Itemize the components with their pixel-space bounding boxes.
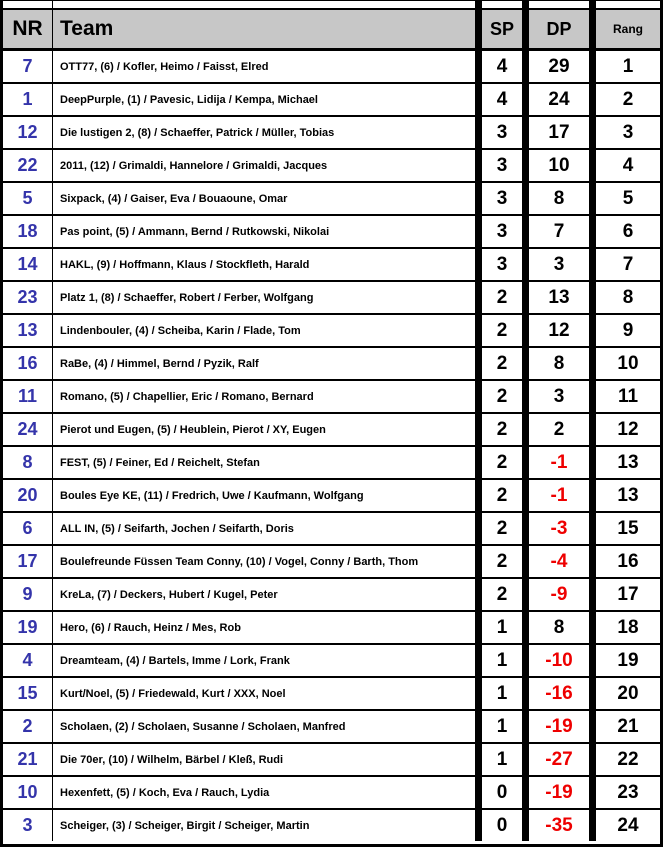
team-number-cell: 7 — [3, 51, 53, 82]
team-name-cell: 2011, (12) / Grimaldi, Hannelore / Grimaldi, Jacques — [53, 150, 482, 181]
dp-value-cell: 3 — [529, 381, 596, 412]
team-number-cell: 21 — [3, 744, 53, 775]
team-number-cell: 11 — [3, 381, 53, 412]
team-name-cell: Pierot und Eugen, (5) / Heublein, Pierot / XY, Eugen — [53, 414, 482, 445]
team-name-cell: KreLa, (7) / Deckers, Hubert / Kugel, Peter — [53, 579, 482, 610]
sp-value-cell: 2 — [482, 348, 529, 379]
table-row — [3, 216, 660, 249]
table-row — [3, 348, 660, 381]
table-body — [3, 51, 660, 841]
table-row — [3, 810, 660, 841]
team-name-cell: Die lustigen 2, (8) / Schaeffer, Patrick / Müller, Tobias — [53, 117, 482, 148]
dp-value-cell: -19 — [529, 711, 596, 742]
team-number-cell: 10 — [3, 777, 53, 808]
dp-value-cell: 13 — [529, 282, 596, 313]
team-name-cell: Romano, (5) / Chapellier, Eric / Romano, Bernard — [53, 381, 482, 412]
rang-value-cell: 11 — [617, 385, 639, 407]
sp-value-cell: 2 — [482, 546, 529, 577]
dp-value-cell: -1 — [529, 447, 596, 478]
sp-value-cell: 2 — [482, 282, 529, 313]
top-strip-rang — [596, 1, 660, 8]
table-row — [3, 513, 660, 546]
top-strip-dp — [529, 1, 596, 8]
sp-value-cell: 2 — [482, 579, 529, 610]
dp-value-cell: -9 — [529, 579, 596, 610]
team-number-cell: 12 — [3, 117, 53, 148]
table-row — [3, 315, 660, 348]
dp-value-cell: 24 — [529, 84, 596, 115]
table-row — [3, 480, 660, 513]
column-header-team: Team — [53, 10, 482, 48]
table-row — [3, 546, 660, 579]
dp-value-cell: -16 — [529, 678, 596, 709]
sp-value-cell: 4 — [482, 51, 529, 82]
sp-value-cell: 2 — [482, 480, 529, 511]
team-number-cell: 19 — [3, 612, 53, 643]
sp-value-cell: 0 — [482, 810, 529, 841]
team-name-cell: Platz 1, (8) / Schaeffer, Robert / Ferber, Wolfgang — [53, 282, 482, 313]
team-name-cell: Dreamteam, (4) / Bartels, Imme / Lork, Frank — [53, 645, 482, 676]
dp-value-cell: -35 — [529, 810, 596, 841]
sp-value-cell: 3 — [482, 216, 529, 247]
sp-value-cell: 3 — [482, 117, 529, 148]
table-row — [3, 249, 660, 282]
top-strip-sp — [482, 1, 529, 8]
table-row — [3, 612, 660, 645]
team-name-cell: OTT77, (6) / Kofler, Heimo / Faisst, Elred — [53, 51, 482, 82]
team-name-cell: Kurt/Noel, (5) / Friedewald, Kurt / XXX, Noel — [53, 678, 482, 709]
team-number-cell: 4 — [3, 645, 53, 676]
sp-value-cell: 3 — [482, 249, 529, 280]
rang-value-cell: 5 — [622, 187, 634, 209]
dp-value-cell: -27 — [529, 744, 596, 775]
dp-value-cell: 29 — [529, 51, 596, 82]
team-name-cell: Boulefreunde Füssen Team Conny, (10) / Vogel, Conny / Barth, Thom — [53, 546, 482, 577]
team-number-cell: 15 — [3, 678, 53, 709]
team-name-cell: Hexenfett, (5) / Koch, Eva / Rauch, Lydia — [53, 777, 482, 808]
table-row — [3, 579, 660, 612]
sp-value-cell: 2 — [482, 315, 529, 346]
team-number-cell: 22 — [3, 150, 53, 181]
sp-value-cell: 4 — [482, 84, 529, 115]
dp-value-cell: 2 — [529, 414, 596, 445]
team-number-cell: 17 — [3, 546, 53, 577]
team-name-cell: DeepPurple, (1) / Pavesic, Lidija / Kempa, Michael — [53, 84, 482, 115]
dp-value-cell: -19 — [529, 777, 596, 808]
sp-value-cell: 0 — [482, 777, 529, 808]
team-name-cell: RaBe, (4) / Himmel, Bernd / Pyzik, Ralf — [53, 348, 482, 379]
team-number-cell: 18 — [3, 216, 53, 247]
rang-value-cell: 19 — [617, 649, 639, 671]
rang-value-cell: 13 — [617, 451, 639, 473]
table-top-strip — [3, 1, 660, 8]
table-row — [3, 84, 660, 117]
rang-value-cell: 3 — [622, 121, 634, 143]
rang-value-cell: 16 — [617, 550, 639, 572]
rang-value-cell: 9 — [622, 319, 634, 341]
table-row — [3, 381, 660, 414]
table-row — [3, 117, 660, 150]
dp-value-cell: -10 — [529, 645, 596, 676]
dp-value-cell: 8 — [529, 612, 596, 643]
dp-value-cell: 12 — [529, 315, 596, 346]
team-name-cell: Die 70er, (10) / Wilhelm, Bärbel / Kleß, Rudi — [53, 744, 482, 775]
table-row — [3, 150, 660, 183]
dp-value-cell: 7 — [529, 216, 596, 247]
rang-value-cell: 22 — [617, 748, 639, 770]
rang-value-cell: 23 — [617, 781, 639, 803]
table-row — [3, 51, 660, 84]
sp-value-cell: 3 — [482, 150, 529, 181]
team-name-cell: FEST, (5) / Feiner, Ed / Reichelt, Stefan — [53, 447, 482, 478]
sp-value-cell: 2 — [482, 414, 529, 445]
team-name-cell: Sixpack, (4) / Gaiser, Eva / Bouaoune, Omar — [53, 183, 482, 214]
column-header-dp: DP — [529, 10, 596, 48]
rang-value-cell: 6 — [622, 220, 634, 242]
table-row — [3, 711, 660, 744]
team-name-cell: Pas point, (5) / Ammann, Bernd / Rutkowski, Nikolai — [53, 216, 482, 247]
dp-value-cell: 17 — [529, 117, 596, 148]
team-number-cell: 14 — [3, 249, 53, 280]
table-header-row — [3, 8, 660, 51]
rang-value-cell: 24 — [617, 814, 639, 836]
dp-value-cell: -3 — [529, 513, 596, 544]
rang-value-cell: 13 — [617, 484, 639, 506]
team-number-cell: 24 — [3, 414, 53, 445]
rang-value-cell: 1 — [622, 55, 634, 77]
team-number-cell: 8 — [3, 447, 53, 478]
table-row — [3, 678, 660, 711]
team-name-cell: Scheiger, (3) / Scheiger, Birgit / Scheiger, Martin — [53, 810, 482, 841]
rang-value-cell: 4 — [622, 154, 634, 176]
sp-value-cell: 2 — [482, 381, 529, 412]
team-name-cell: Boules Eye KE, (11) / Fredrich, Uwe / Kaufmann, Wolfgang — [53, 480, 482, 511]
table-row — [3, 414, 660, 447]
sp-value-cell: 1 — [482, 612, 529, 643]
team-number-cell: 23 — [3, 282, 53, 313]
dp-value-cell: 10 — [529, 150, 596, 181]
rang-value-cell: 20 — [617, 682, 639, 704]
rang-value-cell: 15 — [617, 517, 639, 539]
rang-value-cell: 10 — [617, 352, 639, 374]
table-row — [3, 744, 660, 777]
table-row — [3, 645, 660, 678]
rang-value-cell: 17 — [617, 583, 639, 605]
table-row — [3, 282, 660, 315]
top-strip-team — [53, 1, 482, 8]
rang-value-cell: 18 — [617, 616, 639, 638]
team-number-cell: 3 — [3, 810, 53, 841]
sp-value-cell: 3 — [482, 183, 529, 214]
team-name-cell: Scholaen, (2) / Scholaen, Susanne / Scholaen, Manfred — [53, 711, 482, 742]
dp-value-cell: -4 — [529, 546, 596, 577]
dp-value-cell: -1 — [529, 480, 596, 511]
team-number-cell: 2 — [3, 711, 53, 742]
table-row — [3, 777, 660, 810]
table-row — [3, 447, 660, 480]
team-number-cell: 5 — [3, 183, 53, 214]
sp-value-cell: 1 — [482, 711, 529, 742]
top-strip-nr — [3, 1, 53, 8]
dp-value-cell: 8 — [529, 183, 596, 214]
team-number-cell: 1 — [3, 84, 53, 115]
sp-value-cell: 2 — [482, 447, 529, 478]
team-name-cell: Lindenbouler, (4) / Scheiba, Karin / Flade, Tom — [53, 315, 482, 346]
team-name-cell: HAKL, (9) / Hoffmann, Klaus / Stockfleth, Harald — [53, 249, 482, 280]
dp-value-cell: 3 — [529, 249, 596, 280]
rang-value-cell: 7 — [622, 253, 634, 275]
team-number-cell: 6 — [3, 513, 53, 544]
dp-value-cell: 8 — [529, 348, 596, 379]
column-header-nr: NR — [3, 10, 53, 48]
sp-value-cell: 1 — [482, 744, 529, 775]
team-number-cell: 16 — [3, 348, 53, 379]
sp-value-cell: 2 — [482, 513, 529, 544]
column-header-sp: SP — [482, 10, 529, 48]
column-header-rang: Rang — [613, 22, 643, 36]
team-number-cell: 20 — [3, 480, 53, 511]
team-name-cell: ALL IN, (5) / Seifarth, Jochen / Seifarth, Doris — [53, 513, 482, 544]
team-number-cell: 13 — [3, 315, 53, 346]
rang-value-cell: 21 — [617, 715, 639, 737]
rang-value-cell: 8 — [622, 286, 634, 308]
rang-value-cell: 2 — [622, 88, 634, 110]
sp-value-cell: 1 — [482, 678, 529, 709]
team-number-cell: 9 — [3, 579, 53, 610]
sp-value-cell: 1 — [482, 645, 529, 676]
team-name-cell: Hero, (6) / Rauch, Heinz / Mes, Rob — [53, 612, 482, 643]
rang-value-cell: 12 — [617, 418, 639, 440]
table-row — [3, 183, 660, 216]
